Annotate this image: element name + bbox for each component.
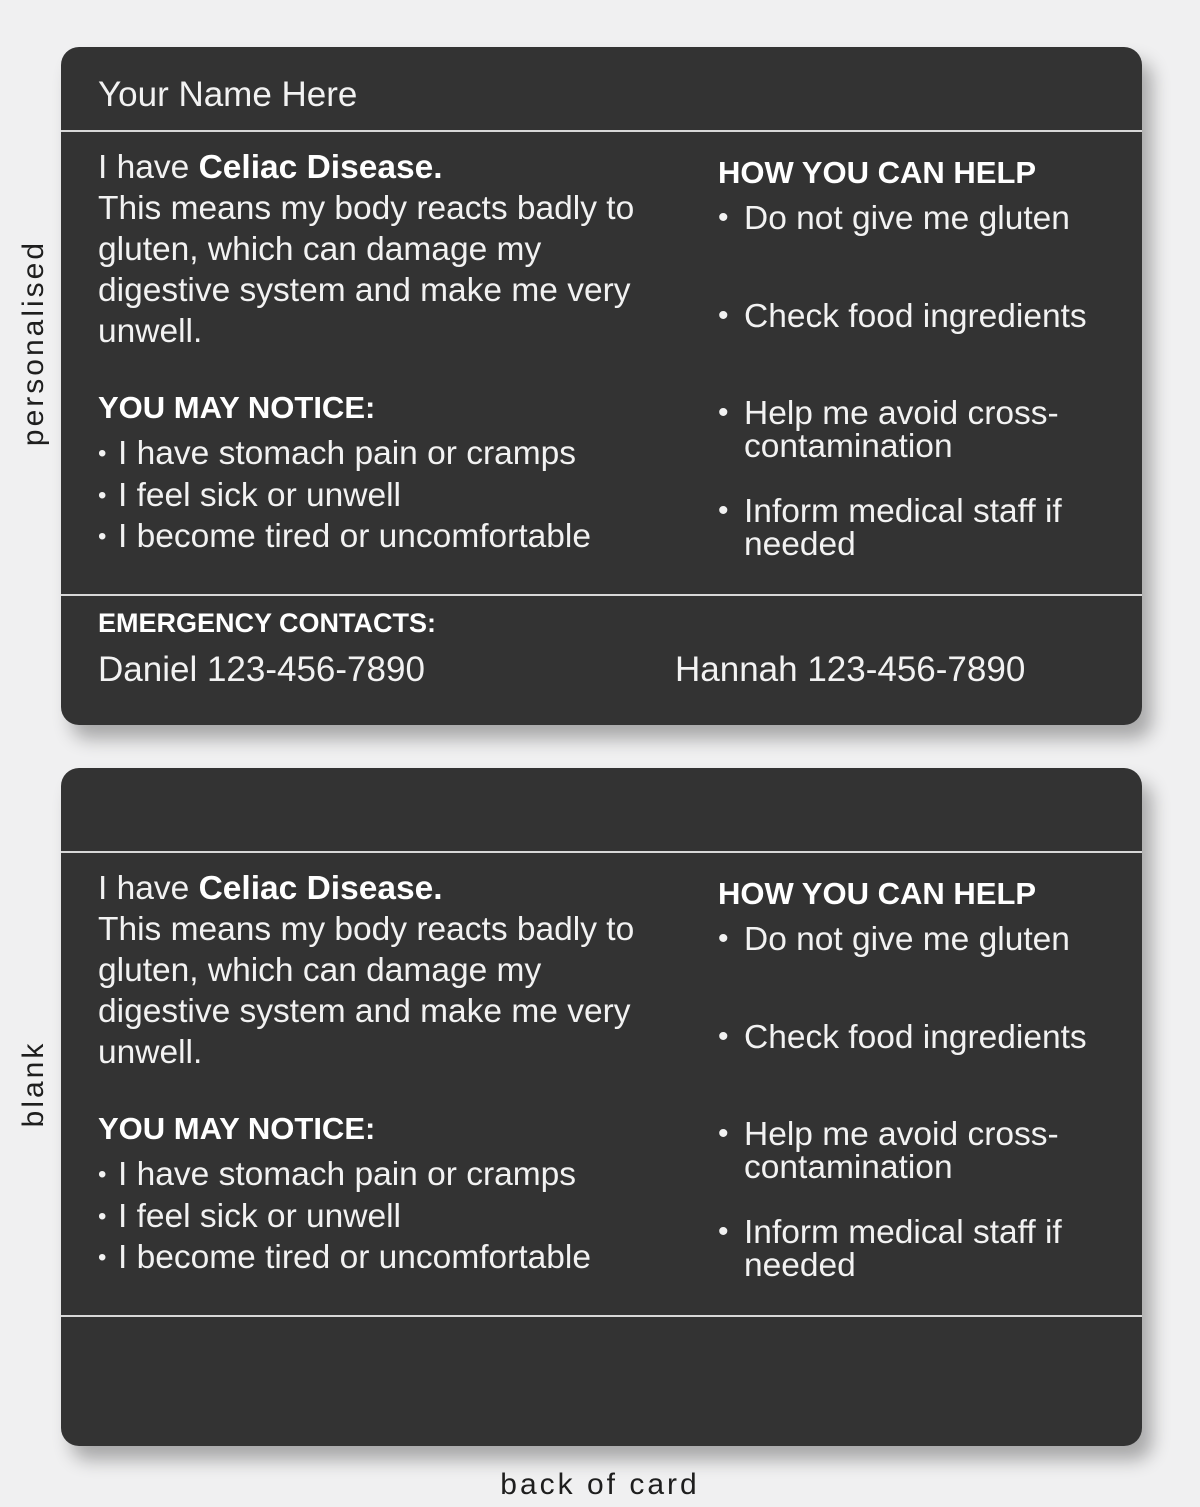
help-item: • Help me avoid cross-contamination: [718, 1118, 1118, 1184]
condition-intro: [98, 147, 658, 352]
notice-item: • I have stomach pain or cramps: [98, 1154, 591, 1196]
condition-intro: [98, 868, 658, 1073]
notice-heading: YOU MAY NOTICE:: [98, 390, 376, 425]
emergency-heading: EMERGENCY CONTACTS:: [98, 608, 437, 638]
help-item: • Help me avoid cross-contamination: [718, 397, 1118, 463]
intro-prefix: I have: [98, 149, 199, 186]
help-item: • Inform medical staff if needed: [718, 1216, 1118, 1282]
caption: back of card: [500, 1468, 700, 1501]
condition-name: Celiac Disease.: [198, 870, 443, 907]
help-item: • Check food ingredients: [718, 300, 1118, 366]
notice-item: • I feel sick or unwell: [98, 475, 591, 517]
help-heading: HOW YOU CAN HELP: [718, 876, 1037, 911]
help-item: • Do not give me gluten: [718, 923, 1118, 989]
help-item: • Do not give me gluten: [718, 202, 1118, 268]
notice-item: • I have stomach pain or cramps: [98, 433, 591, 475]
blank-card: [61, 768, 1142, 1446]
help-item: • Inform medical staff if needed: [718, 495, 1118, 561]
help-list: [718, 202, 1118, 592]
notice-item: • I become tired or uncomfortable: [98, 1237, 591, 1279]
notice-heading: YOU MAY NOTICE:: [98, 1111, 376, 1146]
personalised-label: personalised: [17, 239, 50, 447]
notice-item: • I feel sick or unwell: [98, 1196, 591, 1238]
help-item: • Check food ingredients: [718, 1021, 1118, 1087]
blank-label: blank: [17, 1040, 50, 1128]
help-list: [718, 923, 1118, 1313]
notice-item: • I become tired or uncomfortable: [98, 516, 591, 558]
personalised-card: [61, 47, 1142, 725]
divider-bottom: [61, 594, 1142, 596]
divider-bottom: [61, 1315, 1142, 1317]
notice-list: [98, 433, 591, 558]
intro-text: This means my body reacts badly to gluten, which can damage my digestive system and make me very unwell.: [98, 190, 635, 350]
condition-name: Celiac Disease.: [198, 149, 443, 186]
help-heading: HOW YOU CAN HELP: [718, 155, 1037, 190]
divider-top: [61, 130, 1142, 132]
emergency-contact-1: Daniel 123-456-7890: [98, 650, 425, 689]
intro-text: This means my body reacts badly to gluten, which can damage my digestive system and make me very unwell.: [98, 911, 635, 1071]
cardholder-name: Your Name Here: [98, 75, 358, 114]
notice-list: [98, 1154, 591, 1279]
divider-top: [61, 851, 1142, 853]
emergency-contact-2: Hannah 123-456-7890: [675, 650, 1026, 689]
intro-prefix: I have: [98, 870, 199, 907]
